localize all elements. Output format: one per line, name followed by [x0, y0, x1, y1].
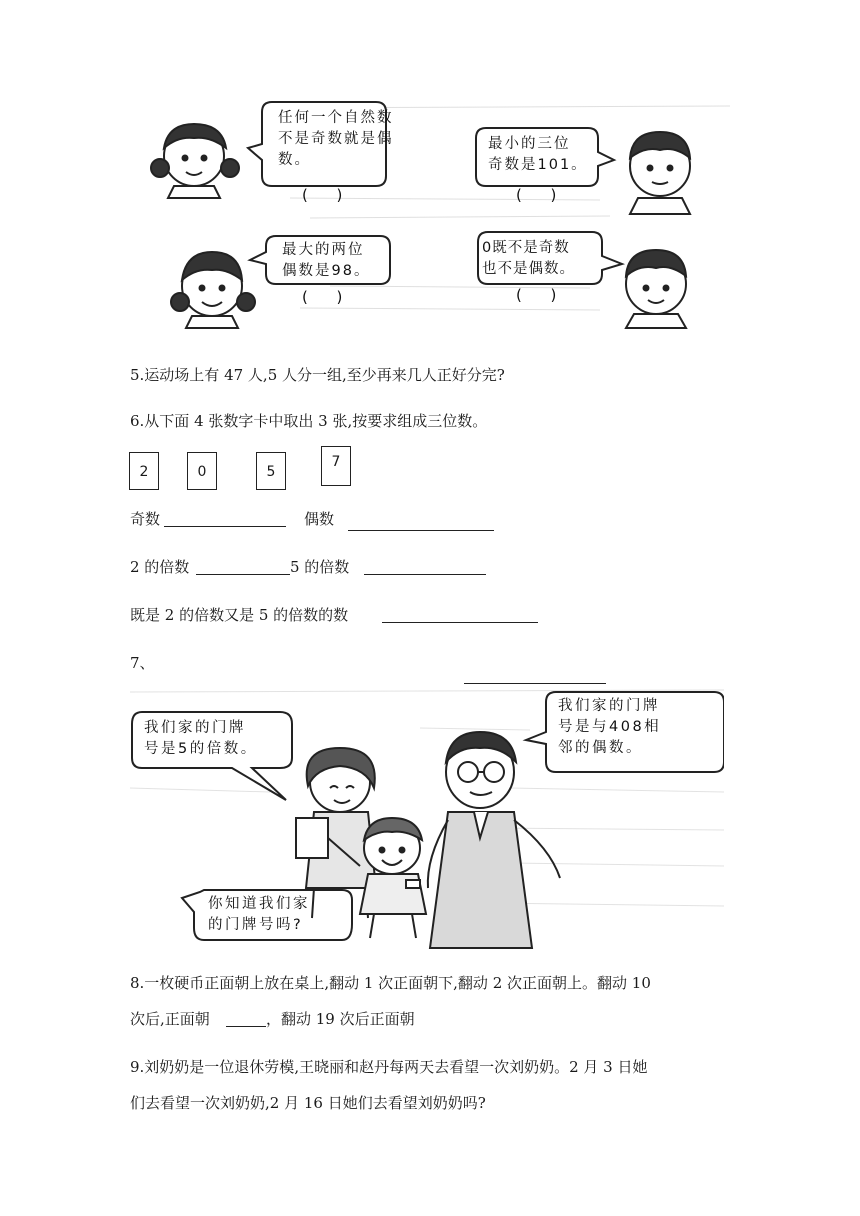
boy-2-drawing [626, 250, 686, 328]
even-number-blank[interactable] [348, 530, 494, 531]
boy-1-drawing [630, 132, 690, 214]
answer-paren-2[interactable]: ( ) [516, 186, 557, 204]
girl-1-drawing [151, 124, 239, 198]
bubble-2-text: 最小的三位 奇数是101。 [488, 136, 588, 173]
girl-2-drawing [171, 252, 255, 328]
bubble-father-text: 我们家的门牌 号是与408相 邻的偶数。 [558, 698, 662, 756]
answer-paren-1[interactable]: ( ) [302, 186, 343, 204]
question-9-line-2: 们去看望一次刘奶奶,2 月 16 日她们去看望刘奶奶吗? [130, 1094, 486, 1112]
number-card-0: 0 [187, 452, 217, 490]
question-6: 6.从下面 4 张数字卡中取出 3 张,按要求组成三位数。 [130, 412, 488, 430]
question-8-line-2a: 次后,正面朝 [130, 1010, 210, 1028]
multiple-of-2-and-5-blank[interactable] [382, 622, 538, 623]
father-drawing [428, 732, 560, 948]
question-5: 5.运动场上有 47 人,5 人分一组,至少再来几人正好分完? [130, 366, 505, 384]
even-number-label: 偶数 [304, 510, 335, 528]
number-card-2: 2 [129, 452, 159, 490]
illustration-odd-even-statements [130, 88, 730, 338]
odd-number-blank[interactable] [164, 526, 286, 527]
multiple-of-5-label: 5 的倍数 [290, 558, 350, 576]
illustration-house-number [130, 688, 724, 950]
answer-paren-4[interactable]: ( ) [516, 286, 557, 304]
number-card-7: 7 [321, 446, 351, 486]
bubble-4-text: 0既不是奇数 也不是偶数。 [482, 240, 575, 277]
bubble-mother-text: 我们家的门牌 号是5的倍数。 [144, 720, 258, 757]
child-drawing [360, 818, 426, 938]
bubble-1-text: 任何一个自然数 不是奇数就是偶 数。 [278, 110, 394, 168]
bubble-3-text: 最大的两位 偶数是98。 [282, 242, 371, 279]
number-card-5: 5 [256, 452, 286, 490]
question-7-answer-blank[interactable] [464, 683, 606, 684]
question-8-blank-10-flips[interactable] [226, 1026, 266, 1027]
odd-number-label: 奇数 [130, 510, 161, 528]
bubble-child-text: 你知道我们家 的门牌号吗? [208, 896, 310, 933]
question-8-line-1: 8.一枚硬币正面朝上放在桌上,翻动 1 次正面朝下,翻动 2 次正面朝上。翻动 10 [130, 974, 651, 992]
multiple-of-2-and-5-label: 既是 2 的倍数又是 5 的倍数的数 [130, 606, 349, 624]
question-8-line-2b: ，翻动 19 次后正面朝 [266, 1010, 415, 1028]
question-9-line-1: 9.刘奶奶是一位退休劳模,王晓丽和赵丹每两天去看望一次刘奶奶。2 月 3 日她 [130, 1058, 648, 1076]
question-7: 7、 [130, 654, 155, 672]
multiple-of-2-label: 2 的倍数 [130, 558, 190, 576]
answer-paren-3[interactable]: ( ) [302, 288, 343, 306]
illustration-1-drawing [130, 88, 730, 338]
multiple-of-2-blank[interactable] [196, 574, 290, 575]
multiple-of-5-blank[interactable] [364, 574, 486, 575]
